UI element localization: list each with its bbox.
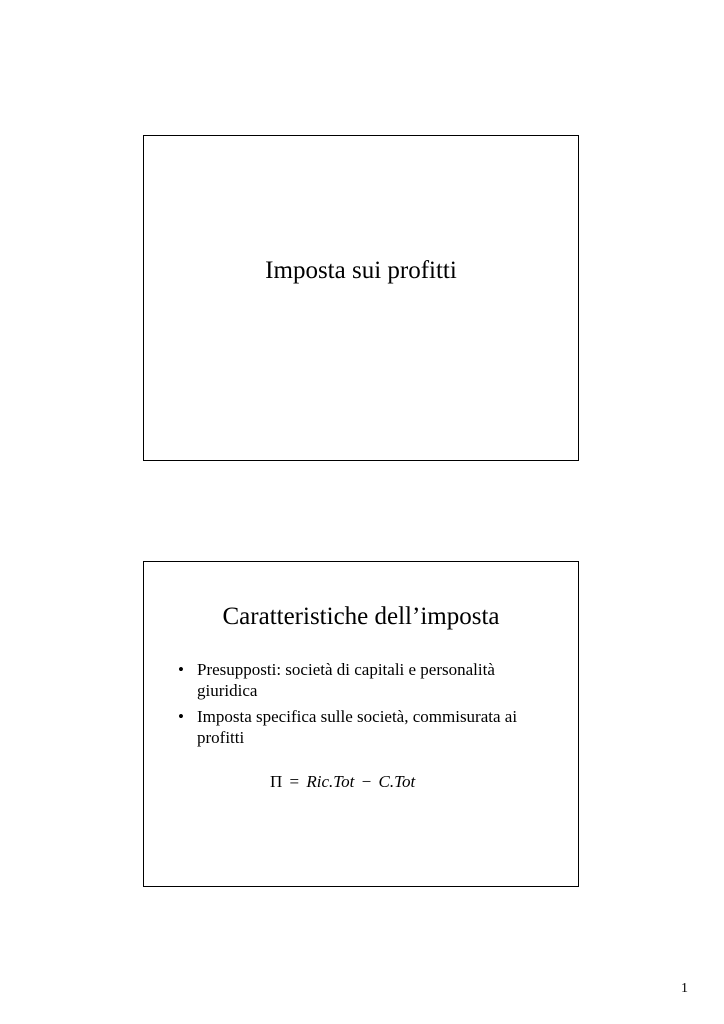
bullet-text: Imposta specifica sulle società, commisurata ai profitti	[197, 707, 518, 747]
bullet-text: Presupposti: società di capitali e personalità giuridica	[197, 660, 495, 700]
bullet-item	[144, 706, 580, 748]
slide-2	[143, 561, 579, 887]
formula-minus: −	[361, 772, 372, 791]
slide-1-title: Imposta sui profitti	[265, 257, 457, 284]
bullet-icon: •	[178, 660, 184, 679]
formula-lhs: Π	[270, 772, 283, 791]
slide-1	[143, 135, 579, 461]
formula-term-cost: C.Tot	[378, 772, 416, 791]
bullet-item	[144, 659, 580, 701]
slide-2-title: Caratteristiche dell’imposta	[222, 603, 500, 630]
formula-equals: =	[289, 772, 300, 791]
profit-formula	[270, 771, 415, 792]
formula-term-revenue: Ric.Tot	[306, 772, 355, 791]
page-number: 1	[681, 981, 688, 996]
bullet-list	[144, 659, 580, 753]
bullet-icon: •	[178, 707, 184, 726]
